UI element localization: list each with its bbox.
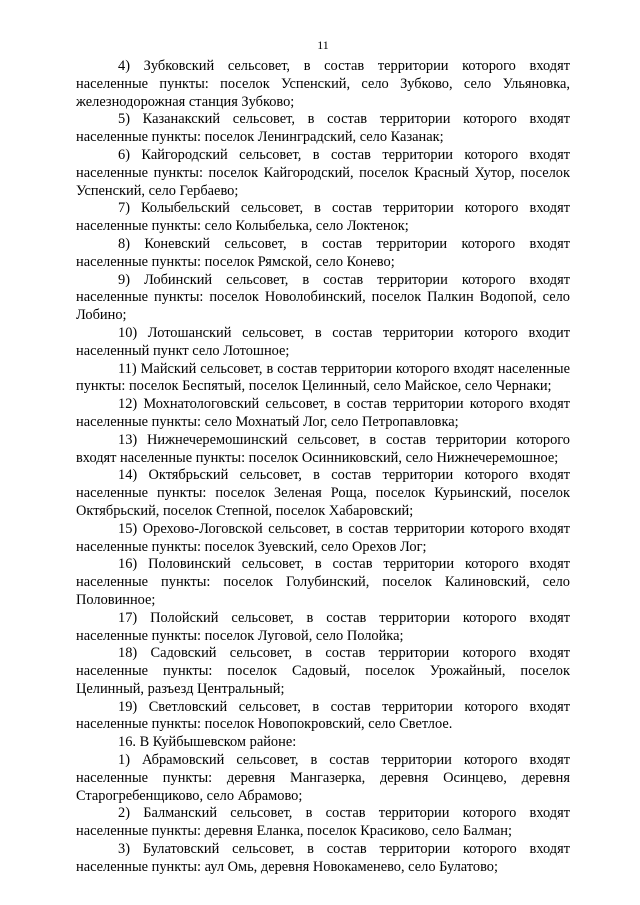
paragraph-item-8: 8) Коневский сельсовет, в состав территории которого входят населенные пункты: поселок Рямской, село Конево; (76, 235, 570, 270)
paragraph-item-14: 14) Октябрьский сельсовет, в состав территории которого входят населенные пункты: поселок Зеленая Роща, поселок Курьинский, поселок Октябрьский, поселок Степной, поселок Хабаровский; (76, 467, 570, 519)
paragraph-item-18: 18) Садовский сельсовет, в состав территории которого входят населенные пункты: поселок Садовый, поселок Урожайный, поселок Целинный, разъезд Центральный; (76, 645, 570, 697)
paragraph-item-19: 19) Светловский сельсовет, в состав территории которого входят населенные пункты: поселок Новопокровский, село Светлое. (76, 698, 570, 733)
paragraph-item-9: 9) Лобинский сельсовет, в состав территории которого входят населенные пункты: поселок Новолобинский, поселок Палкин Водопой, село Лобино; (76, 271, 570, 324)
paragraph-item-10: 10) Лотошанский сельсовет, в состав территории которого входит населенный пункт село Лотошное; (76, 324, 570, 359)
section-heading-16: 16. В Куйбышевском районе: (118, 734, 297, 751)
paragraph-item-13: 13) Нижнечеремошинский сельсовет, в состав территории которого входят населенные пункты: поселок Осинниковский, село Нижнечеремошное; (76, 431, 570, 466)
paragraph-item-2: 2) Балманский сельсовет, в состав территории которого входят населенные пункты: деревня Еланка, поселок Красиково, село Балман; (76, 805, 570, 840)
paragraph-item-6: 6) Кайгородский сельсовет, в состав территории которого входят населенные пункты: поселок Кайгородский, поселок Красный Хутор, поселок Успенский, село Гербаево; (76, 146, 570, 199)
page-number: 11 (317, 38, 329, 52)
paragraph-item-1: 1) Абрамовский сельсовет, в состав территории которого входят населенные пункты: деревня Мангазерка, деревня Осинцево, деревня Старогребенщиково, село Абрамово; (76, 752, 570, 804)
paragraph-item-12: 12) Мохнатологовский сельсовет, в состав территории которого входят населенные пункты: село Мохнатый Лог, село Петропавловка; (76, 396, 570, 430)
paragraph-item-17: 17) Полойский сельсовет, в состав территории которого входят населенные пункты: поселок Луговой, село Полойка; (76, 609, 570, 644)
paragraph-item-5: 5) Казанакский сельсовет, в состав территории которого входят населенные пункты: поселок Ленинградский, село Казанак; (76, 111, 570, 146)
paragraph-item-16: 16) Половинский сельсовет, в состав территории которого входят населенные пункты: поселок Голубинский, поселок Калиновский, село Половинное; (76, 556, 570, 608)
paragraph-item-4: 4) Зубковский сельсовет, в состав территории которого входят населенные пункты: поселок Успенский, село Зубково, село Ульяновка, железнодорожная станция Зубково; (76, 58, 570, 110)
paragraph-item-11: 11) Майский сельсовет, в состав территории которого входят населенные пункты: поселок Беспятый, поселок Целинный, село Майское, село Чернаки; (76, 360, 570, 395)
paragraph-item-3: 3) Булатовский сельсовет, в состав территории которого входят населенные пункты: аул Омь, деревня Новокаменево, село Булатово; (76, 841, 570, 875)
paragraph-item-15: 15) Орехово-Логовской сельсовет, в состав территории которого входят населенные пункты: поселок Зуевский, село Орехов Лог; (76, 520, 570, 555)
paragraph-item-7: 7) Колыбельский сельсовет, в состав территории которого входят населенные пункты: село Колыбелька, село Локтенок; (76, 200, 570, 235)
